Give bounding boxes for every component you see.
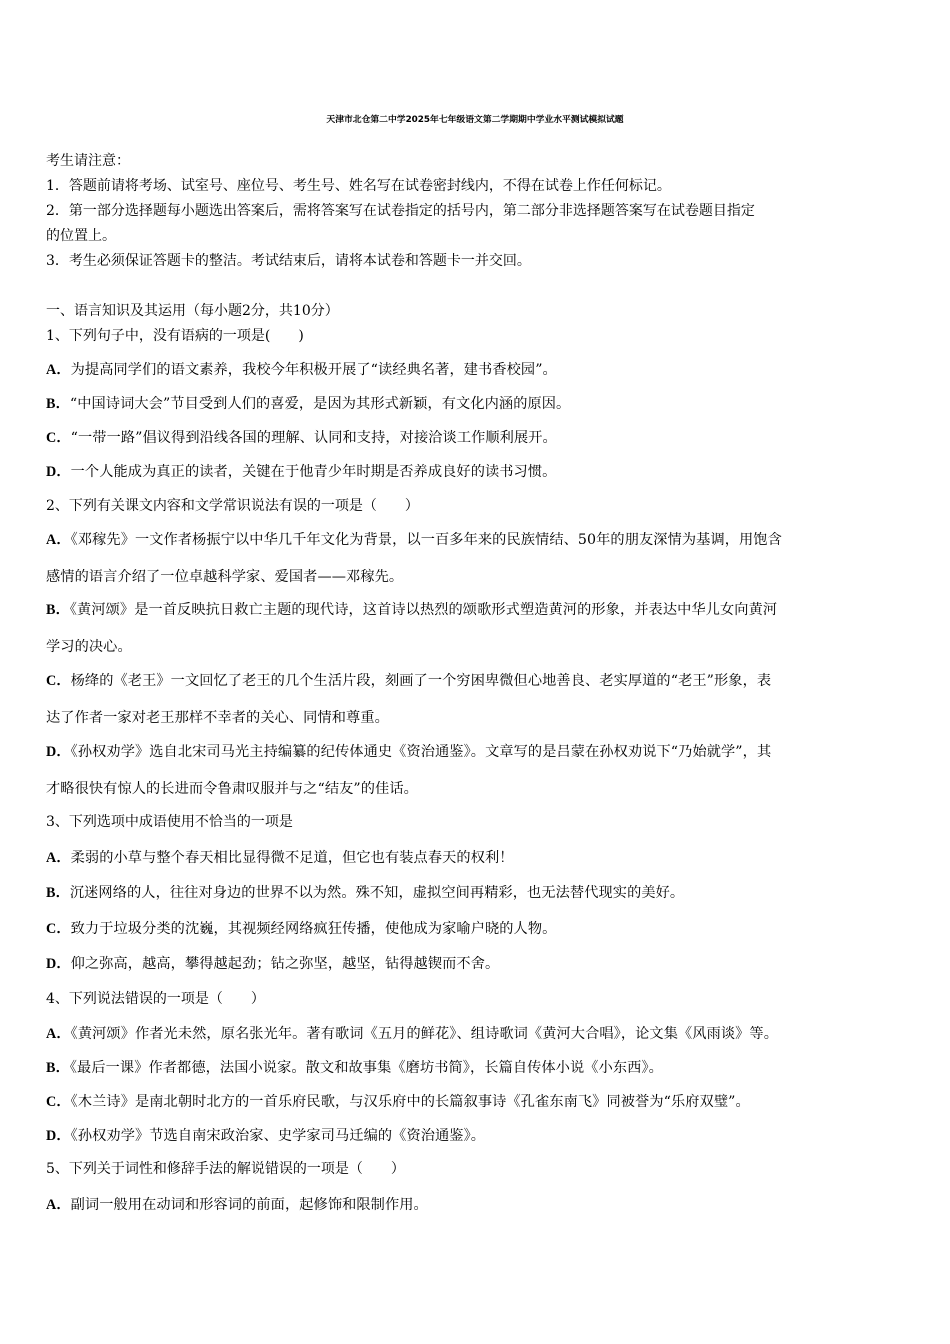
question-2-option-b-cont: 学习的决心。 xyxy=(46,639,132,655)
notice-item-1: 1．答题前请将考场、试室号、座位号、考生号、姓名写在试卷密封线内，不得在试卷上作任何标记。 xyxy=(46,178,671,194)
option-text: 为提高同学们的语文素养，我校今年积极开展了“读经典名著，建书香校园”。 xyxy=(70,362,557,378)
option-label: D． xyxy=(46,1128,71,1144)
option-text: 副词一般用在动词和形容词的前面，起修饰和限制作用。 xyxy=(70,1197,428,1213)
page-title: 天津市北仓第二中学2025年七年级语文第二学期期中学业水平测试模拟试题 xyxy=(326,115,624,125)
option-text: “中国诗词大会”节目受到人们的喜爱，是因为其形式新颖，有文化内涵的原因。 xyxy=(69,396,571,412)
option-label: C． xyxy=(46,673,71,689)
option-text: 杨绛的《老王》一文回忆了老王的几个生活片段，刻画了一个穷困卑微但心地善良、老实厚道的“老王”形象，表 xyxy=(70,673,772,689)
option-text: 柔弱的小草与整个春天相比显得微不足道，但它也有装点春天的权利！ xyxy=(70,850,514,866)
option-label: A． xyxy=(46,532,71,548)
question-2-stem: 2、下列有关课文内容和文学常识说法有误的一项是（ ） xyxy=(46,498,419,514)
notice-item-2-cont: 的位置上。 xyxy=(46,228,116,244)
option-text: 《黄河颂》是一首反映抗日救亡主题的现代诗，这首诗以热烈的颂歌形式塑造黄河的形象，并表达中华儿女向黄河 xyxy=(69,602,778,618)
option-text: 沉迷网络的人，往往对身边的世界不以为然。殊不知，虚拟空间再精彩，也无法替代现实的美好。 xyxy=(69,885,685,901)
question-3-option-a xyxy=(46,849,514,867)
option-text: 《最后一课》作者都德，法国小说家。散文和故事集《磨坊书简》，长篇自传体小说《小东西》。 xyxy=(69,1060,663,1076)
option-label: D． xyxy=(46,744,71,760)
option-label: C． xyxy=(46,1094,71,1110)
option-text: 《孙权劝学》节选自南宋政治家、史学家司马迁编的《资治通鉴》。 xyxy=(70,1128,486,1144)
question-5-stem: 5、下列关于词性和修辞手法的解说错误的一项是（ ） xyxy=(46,1161,405,1177)
option-label: B． xyxy=(46,396,70,412)
notice-item-3: 3．考生必须保证答题卡的整洁。考试结束后，请将本试卷和答题卡一并交回。 xyxy=(46,253,531,269)
question-1-option-d xyxy=(46,463,556,481)
question-3-stem: 3、下列选项中成语使用不恰当的一项是 xyxy=(46,814,293,830)
question-1-option-a xyxy=(46,361,557,379)
option-label: B． xyxy=(46,1060,70,1076)
option-text: 《邓稼先》一文作者杨振宁以中华几千年文化为背景，以一百多年来的民族情结、50年的朋友深情为基调，用饱含 xyxy=(70,532,782,548)
option-label: D． xyxy=(46,464,71,480)
question-1-stem: 1、下列句子中，没有语病的一项是( ) xyxy=(46,328,304,344)
option-text: 致力于垃圾分类的沈巍，其视频经网络疯狂传播，使他成为家喻户晓的人物。 xyxy=(70,921,557,937)
question-2-option-a-cont: 感情的语言介绍了一位卓越科学家、爱国者——邓稼先。 xyxy=(46,569,404,585)
question-3-option-d xyxy=(46,955,499,973)
option-text: 一个人能成为真正的读者，关键在于他青少年时期是否养成良好的读书习惯。 xyxy=(70,464,557,480)
option-label: D． xyxy=(46,956,71,972)
option-label: C． xyxy=(46,921,71,937)
question-4-option-d xyxy=(46,1127,485,1145)
option-text: 仰之弥高，越高，攀得越起劲；钻之弥坚，越坚，钻得越锲而不舍。 xyxy=(70,956,500,972)
option-label: C． xyxy=(46,430,71,446)
option-label: B． xyxy=(46,885,70,901)
question-4-option-b xyxy=(46,1059,663,1077)
section-heading: 一、语言知识及其运用（每小题2分，共10分） xyxy=(46,303,339,319)
option-label: A． xyxy=(46,850,71,866)
option-text: “一带一路”倡议得到沿线各国的理解、认同和支持，对接洽谈工作顺利展开。 xyxy=(70,430,557,446)
question-1-option-b xyxy=(46,395,570,413)
option-text: 《黄河颂》作者光未然，原名张光年。著有歌词《五月的鲜花》、组诗歌词《黄河大合唱》，论文集《风雨谈》等。 xyxy=(70,1026,779,1042)
question-2-option-c-cont: 达了作者一家对老王那样不幸者的关心、同情和尊重。 xyxy=(46,710,389,726)
option-text: 《孙权劝学》选自北宋司马光主持编纂的纪传体通史《资治通鉴》。文章写的是吕蒙在孙权劝说下“乃始就学”，其 xyxy=(70,744,772,760)
question-2-option-d xyxy=(46,743,771,761)
question-4-stem: 4、下列说法错误的一项是（ ） xyxy=(46,991,265,1007)
option-label: A． xyxy=(46,1197,71,1213)
question-2-option-b xyxy=(46,601,777,619)
question-4-option-a xyxy=(46,1025,778,1043)
question-4-option-c xyxy=(46,1093,750,1111)
question-2-option-c xyxy=(46,672,771,690)
option-label: B． xyxy=(46,602,70,618)
question-2-option-d-cont: 才略很快有惊人的长进而令鲁肃叹服并与之“结友”的佳话。 xyxy=(46,781,418,797)
question-3-option-b xyxy=(46,884,684,902)
question-5-option-a xyxy=(46,1196,428,1214)
option-label: A． xyxy=(46,1026,71,1042)
notice-item-2: 2．第一部分选择题每小题选出答案后，需将答案写在试卷指定的括号内，第二部分非选择题答案写在试卷题目指定 xyxy=(46,203,755,219)
option-text: 《木兰诗》是南北朝时北方的一首乐府民歌，与汉乐府中的长篇叙事诗《孔雀东南飞》同被誉为“乐府双璧”。 xyxy=(70,1094,750,1110)
notice-heading: 考生请注意： xyxy=(46,153,130,169)
question-3-option-c xyxy=(46,920,556,938)
question-1-option-c xyxy=(46,429,557,447)
question-2-option-a xyxy=(46,531,782,549)
option-label: A． xyxy=(46,362,71,378)
